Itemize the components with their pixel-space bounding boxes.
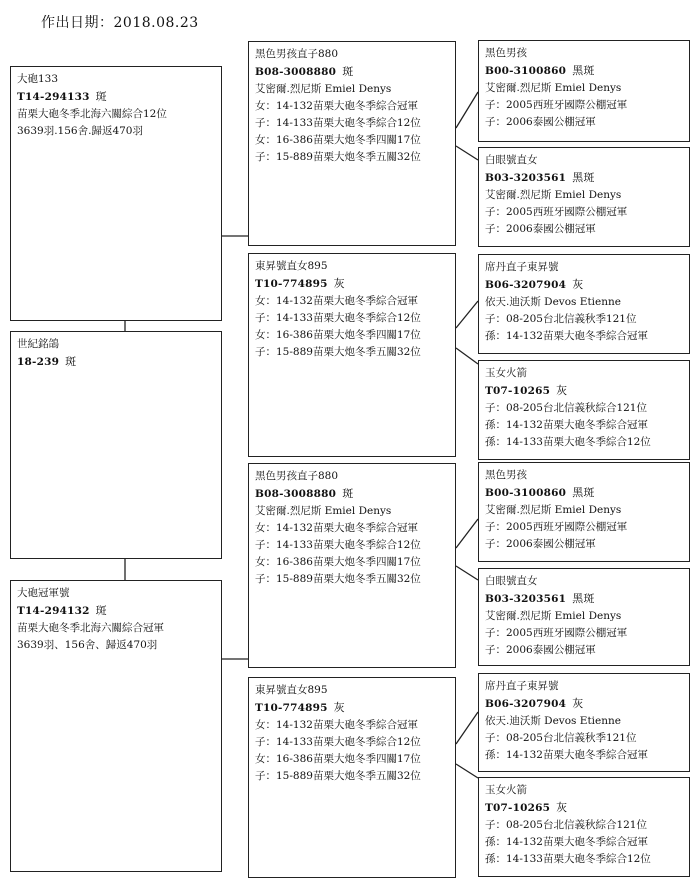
- dam-dam-card: [248, 677, 456, 878]
- dds-line-2: 子：08-205台北信義秋季121位: [485, 732, 637, 744]
- dss-line-3: 子：2006泰國公棚冠軍: [485, 538, 596, 550]
- dss-line-2: 子：2005西班牙國際公棚冠軍: [485, 521, 628, 533]
- sdd-line-3: 孫：14-133苗栗大砲冬季綜合12位: [485, 436, 651, 448]
- ds-line-2: 女：14-132苗栗大砲冬季綜合冠軍: [255, 522, 418, 534]
- dss-card: [478, 462, 690, 562]
- dds-name: 席丹直子東昇號: [485, 680, 559, 692]
- ssd-color: 黑斑: [572, 171, 595, 184]
- sire-card: [10, 66, 222, 321]
- sire-name: 大砲133: [17, 73, 59, 85]
- dsd-name: 白眼號直女: [485, 575, 538, 587]
- creation-date: 作出日期：2018.08.23: [41, 15, 199, 31]
- dsd-line-2: 子：2005西班牙國際公棚冠軍: [485, 627, 628, 639]
- sds-ring: B06-3207904: [485, 279, 567, 291]
- ss-line-2: 女：14-132苗栗大砲冬季綜合冠軍: [255, 100, 418, 112]
- dam-record-1: 苗栗大砲冬季北海六關綜合冠軍: [17, 622, 164, 634]
- ss-ring: B08-3008880: [255, 66, 337, 78]
- ssd-card: [478, 147, 690, 247]
- dds-card: [478, 673, 690, 772]
- root-name: 世紀銘鴿: [17, 338, 59, 350]
- root-color: 斑: [65, 355, 77, 368]
- sd-line-4: 子：15-889苗栗大炮冬季五關32位: [255, 346, 421, 358]
- sss-name: 黑色男孩: [485, 47, 527, 59]
- ds-line-4: 女：16-386苗栗大炮冬季四關17位: [255, 556, 421, 568]
- dd-line-1: 女：14-132苗栗大砲冬季綜合冠軍: [255, 719, 418, 731]
- sire-sire-card: [248, 41, 456, 246]
- connector-ds-dsd: [456, 566, 478, 580]
- ds-line-5: 子：15-889苗栗大炮冬季五關32位: [255, 573, 421, 585]
- sd-color: 灰: [333, 277, 345, 290]
- sire-ring: T14-294133: [17, 91, 90, 103]
- sss-card: [478, 40, 690, 142]
- connector-ss-sss: [456, 92, 478, 128]
- ddd-ring: T07-10265: [485, 802, 551, 814]
- dss-ring: B00-3100860: [485, 487, 567, 499]
- sds-card: [478, 254, 690, 354]
- dsd-ring: B03-3203561: [485, 593, 567, 605]
- dd-color: 灰: [333, 701, 345, 714]
- sdd-line-1: 子：08-205台北信義秋綜合121位: [485, 402, 647, 414]
- dss-line-1: 艾密爾.烈尼斯 Emiel Denys: [485, 504, 622, 516]
- sdd-line-2: 孫：14-132苗栗大砲冬季綜合冠軍: [485, 419, 648, 431]
- dsd-card: [478, 568, 690, 666]
- sdd-color: 灰: [556, 384, 568, 397]
- sdd-ring: T07-10265: [485, 385, 551, 397]
- ss-line-3: 子：14-133苗栗大砲冬季綜合12位: [255, 117, 421, 129]
- ds-color: 斑: [342, 487, 354, 500]
- sdd-name: 玉女火箭: [485, 367, 527, 379]
- ss-name: 黑色男孩直子880: [255, 48, 339, 60]
- ss-color: 斑: [342, 65, 354, 78]
- sire-color: 斑: [95, 90, 107, 103]
- dd-line-3: 女：16-386苗栗大炮冬季四關17位: [255, 753, 421, 765]
- sss-color: 黑斑: [572, 64, 595, 77]
- sd-line-1: 女：14-132苗栗大砲冬季綜合冠軍: [255, 295, 418, 307]
- ddd-line-3: 孫：14-133苗栗大砲冬季綜合12位: [485, 853, 651, 865]
- ds-name: 黑色男孩直子880: [255, 470, 339, 482]
- sds-line-2: 子：08-205台北信義秋季121位: [485, 313, 637, 325]
- dds-line-1: 依天.迪沃斯 Devos Etienne: [485, 715, 621, 727]
- sire-dam-card: [248, 253, 456, 457]
- sd-name: 東昇號直女895: [255, 260, 328, 272]
- ds-line-3: 子：14-133苗栗大砲冬季綜合12位: [255, 539, 421, 551]
- dsd-color: 黑斑: [572, 592, 595, 605]
- ssd-line-1: 艾密爾.烈尼斯 Emiel Denys: [485, 189, 622, 201]
- dd-line-2: 子：14-133苗栗大砲冬季綜合12位: [255, 736, 421, 748]
- sss-line-3: 子：2006泰國公棚冠軍: [485, 116, 596, 128]
- sire-record-1: 苗栗大砲冬季北海六關綜合12位: [17, 108, 167, 120]
- ddd-line-2: 孫：14-132苗栗大砲冬季綜合冠軍: [485, 836, 648, 848]
- ddd-name: 玉女火箭: [485, 784, 527, 796]
- sd-ring: T10-774895: [255, 278, 328, 290]
- dss-name: 黑色男孩: [485, 469, 527, 481]
- dsd-line-1: 艾密爾.烈尼斯 Emiel Denys: [485, 610, 622, 622]
- dds-color: 灰: [572, 697, 584, 710]
- sdd-card: [478, 360, 690, 460]
- ddd-color: 灰: [556, 801, 568, 814]
- dd-line-4: 子：15-889苗栗大炮冬季五關32位: [255, 770, 421, 782]
- ssd-ring: B03-3203561: [485, 172, 567, 184]
- root-ring: 18-239: [17, 356, 60, 368]
- dam-record-2: 3639羽、156舍、歸返470羽: [17, 639, 158, 651]
- dd-ring: T10-774895: [255, 702, 328, 714]
- ssd-line-2: 子：2005西班牙國際公棚冠軍: [485, 206, 628, 218]
- dam-card: [10, 580, 222, 872]
- dam-sire-card: [248, 463, 456, 668]
- ddd-card: [478, 777, 690, 877]
- dds-ring: B06-3207904: [485, 698, 567, 710]
- connector-dd-dds: [456, 712, 478, 744]
- connector-dd-ddd: [456, 764, 478, 778]
- root-card: [10, 331, 222, 559]
- connector-sd-sdd: [456, 348, 478, 364]
- connector-sd-sds: [456, 301, 478, 328]
- dd-name: 東昇號直女895: [255, 684, 328, 696]
- ss-line-1: 艾密爾.烈尼斯 Emiel Denys: [255, 83, 392, 95]
- dss-color: 黑斑: [572, 486, 595, 499]
- sire-record-2: 3639羽.156舍.歸返470羽: [17, 125, 143, 137]
- ssd-line-3: 子：2006泰國公棚冠軍: [485, 223, 596, 235]
- sds-line-1: 依天.迪沃斯 Devos Etienne: [485, 296, 621, 308]
- ss-line-5: 子：15-889苗栗大炮冬季五關32位: [255, 151, 421, 163]
- dam-color: 斑: [95, 604, 107, 617]
- ss-line-4: 女：16-386苗栗大炮冬季四關17位: [255, 134, 421, 146]
- ds-line-1: 艾密爾.烈尼斯 Emiel Denys: [255, 505, 392, 517]
- sds-name: 席丹直子東昇號: [485, 261, 559, 273]
- sss-line-1: 艾密爾.烈尼斯 Emiel Denys: [485, 82, 622, 94]
- dsd-line-3: 子：2006泰國公棚冠軍: [485, 644, 596, 656]
- dam-name: 大砲冠軍號: [17, 587, 70, 599]
- sss-line-2: 子：2005西班牙國際公棚冠軍: [485, 99, 628, 111]
- sds-color: 灰: [572, 278, 584, 291]
- connector-ss-ssd: [456, 146, 478, 160]
- ssd-name: 白眼號直女: [485, 154, 538, 166]
- dds-line-3: 孫：14-132苗栗大砲冬季綜合冠軍: [485, 749, 648, 761]
- sss-ring: B00-3100860: [485, 65, 567, 77]
- ds-ring: B08-3008880: [255, 488, 337, 500]
- sd-line-2: 子：14-133苗栗大砲冬季綜合12位: [255, 312, 421, 324]
- dam-ring: T14-294132: [17, 605, 90, 617]
- ddd-line-1: 子：08-205台北信義秋綜合121位: [485, 819, 647, 831]
- sds-line-3: 孫：14-132苗栗大砲冬季綜合冠軍: [485, 330, 648, 342]
- sd-line-3: 女：16-386苗栗大炮冬季四關17位: [255, 329, 421, 341]
- connector-ds-dss: [456, 519, 478, 548]
